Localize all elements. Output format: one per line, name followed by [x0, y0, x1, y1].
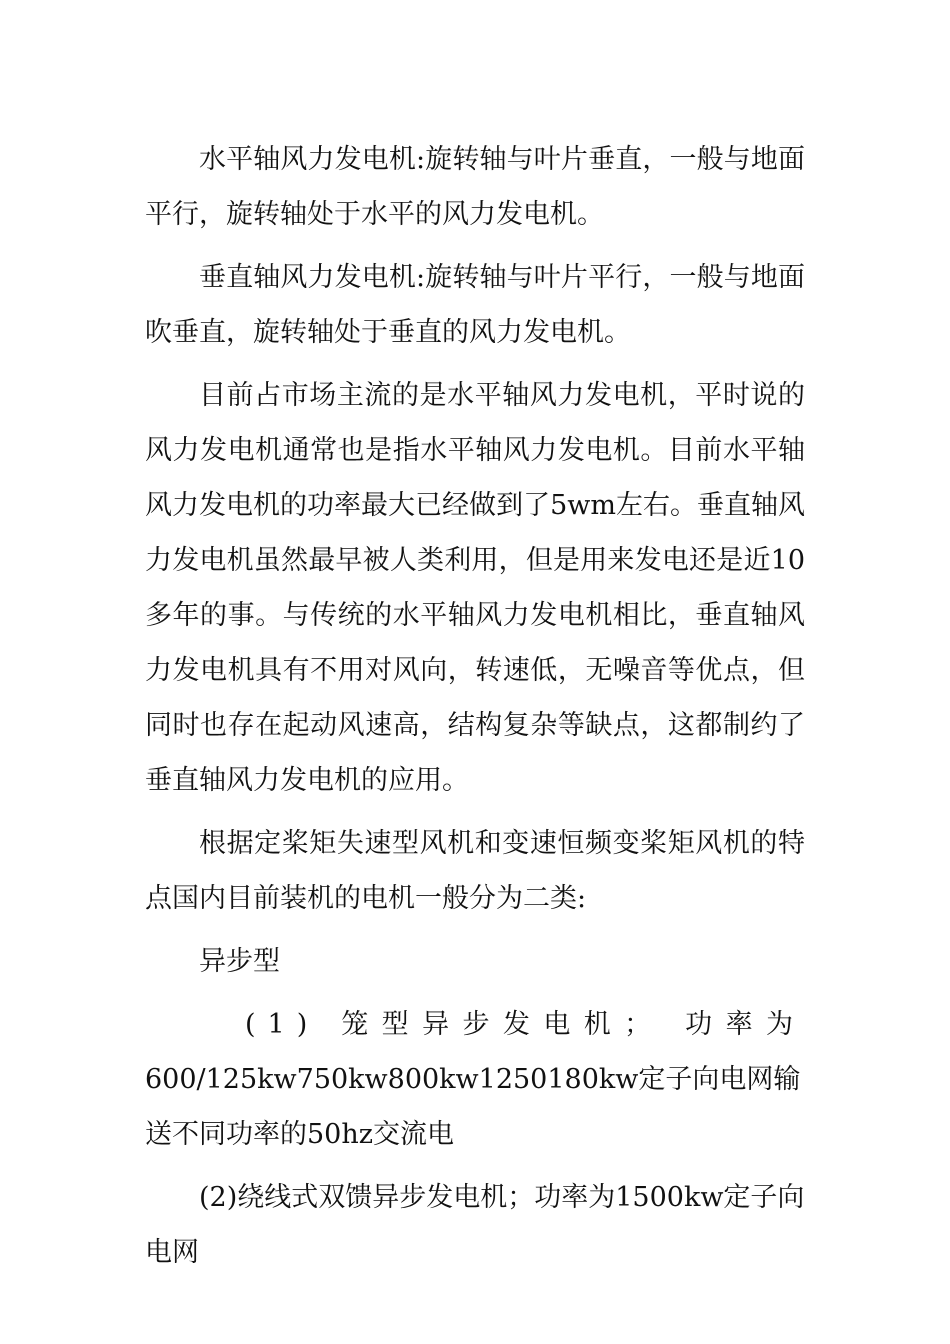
paragraph-horizontal-axis: 水平轴风力发电机:旋转轴与叶片垂直，一般与地面平行，旋转轴处于水平的风力发电机。: [145, 144, 805, 230]
paragraph-vertical-axis: 垂直轴风力发电机:旋转轴与叶片平行，一般与地面吹垂直，旋转轴处于垂直的风力发电机。: [145, 262, 805, 348]
list-item-cage-generator: (1) 笼型异步发电机； 功率为: [245, 1009, 805, 1040]
paragraph-classification: 根据定桨矩失速型风机和变速恒频变桨矩风机的特点国内目前装机的电机一般分为二类:: [145, 828, 805, 914]
paragraph-market-overview: 目前占市场主流的是水平轴风力发电机，平时说的风力发电机通常也是指水平轴风力发电机。目前水平轴风力发电机的功率最大已经做到了5wm左右。垂直轴风力发电机虽然最早被人类利用，但是用来发电还是近10多年的事。与传统的水平轴风力发电机相比，垂直轴风力发电机具有不用对风向，转速低，无噪音等优点，但同时也存在起动风速高，结构复杂等缺点，这都制约了垂直轴风力发电机的应用。: [145, 380, 805, 796]
document-body: [145, 132, 805, 1280]
section-heading-async: 异步型: [199, 946, 280, 977]
list-item-cage-generator-details: 600/125kw750kw800kw1250180kw定子向电网输送不同功率的50hz交流电: [145, 1064, 801, 1150]
list-item-doubly-fed-generator: (2)绕线式双馈异步发电机；功率为1500kw定子向电网: [145, 1182, 805, 1268]
